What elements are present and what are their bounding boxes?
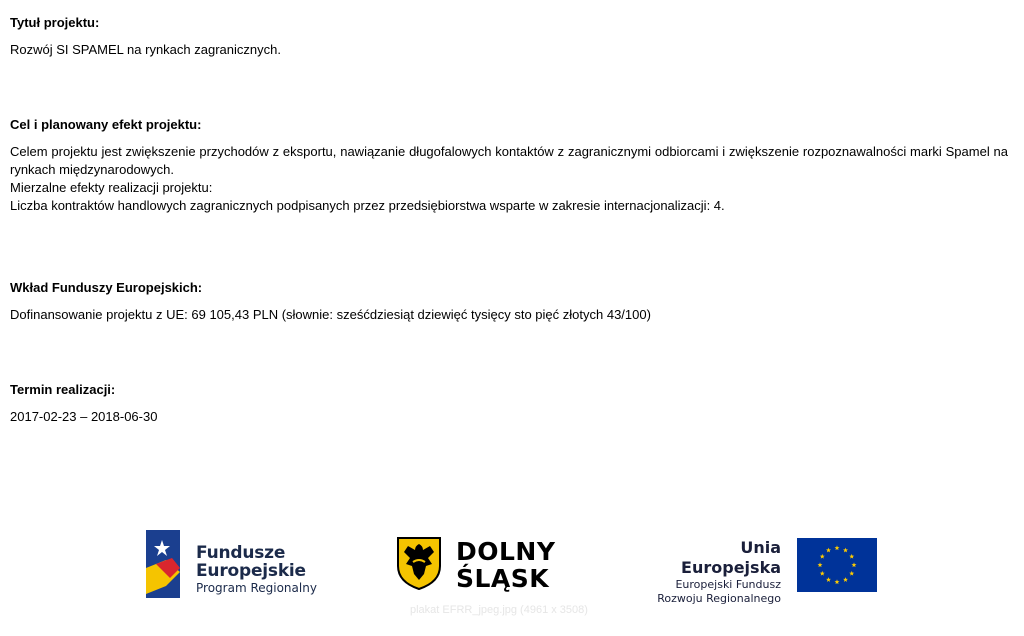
ue-text-block	[643, 538, 781, 606]
eu-contribution-section	[10, 279, 1008, 324]
fe-text-block	[196, 544, 317, 596]
effects-label: Mierzalne efekty realizacji projektu:	[10, 180, 213, 195]
unia-europejska-logo	[643, 538, 883, 605]
eu-flag-icon	[797, 538, 877, 592]
project-goal-heading: Cel i planowany efekt projektu:	[10, 117, 202, 132]
dolny-slask-eagle-icon	[396, 536, 442, 590]
dolny-slask-logo	[396, 534, 576, 594]
project-goal-section	[10, 116, 1008, 215]
ds-line1: DOLNY	[456, 537, 556, 566]
eu-contribution-text: Dofinansowanie projektu z UE: 69 105,43 PLN (słownie: sześćdziesiąt dziewięć tysięcy sto pięć złotych 43/100)	[10, 307, 651, 322]
ue-line2: Europejski Fundusz	[675, 578, 781, 591]
fe-line2: Europejskie	[196, 561, 306, 581]
fundusze-europejskie-emblem-icon	[144, 528, 184, 600]
eu-contribution-heading: Wkład Funduszy Europejskich:	[10, 280, 203, 295]
ue-line3: Rozwoju Regionalnego	[657, 592, 781, 605]
image-caption: plakat EFRR_jpeg.jpg (4961 x 3508)	[410, 604, 588, 616]
project-title-section	[10, 14, 1008, 59]
fe-line3: Program Regionalny	[196, 581, 317, 595]
ds-line2: ŚLĄSK	[456, 564, 550, 593]
effects-text: Liczba kontraktów handlowych zagranicznych podpisanych przez przedsiębiorstwa wsparte w zakresie internacjonalizacji: 4.	[10, 198, 725, 213]
project-goal-paragraph: Celem projektu jest zwiększenie przychodów z eksportu, nawiązanie długofalowych kontaktów z zagranicznymi odbiorcami i zwiększenie rozpoznawalności marki Spamel na rynkach międzynarodowych.	[10, 144, 1008, 177]
ds-text-block	[456, 538, 555, 592]
schedule-section	[10, 381, 1008, 426]
project-title-text: Rozwój SI SPAMEL na rynkach zagranicznych.	[10, 42, 281, 57]
fe-line1: Fundusze	[196, 543, 286, 563]
schedule-text: 2017-02-23 – 2018-06-30	[10, 409, 158, 424]
fundusze-europejskie-logo	[144, 528, 324, 600]
schedule-heading: Termin realizacji:	[10, 382, 116, 397]
ue-line1: Unia Europejska	[681, 538, 781, 577]
project-title-heading: Tytuł projektu:	[10, 15, 100, 30]
